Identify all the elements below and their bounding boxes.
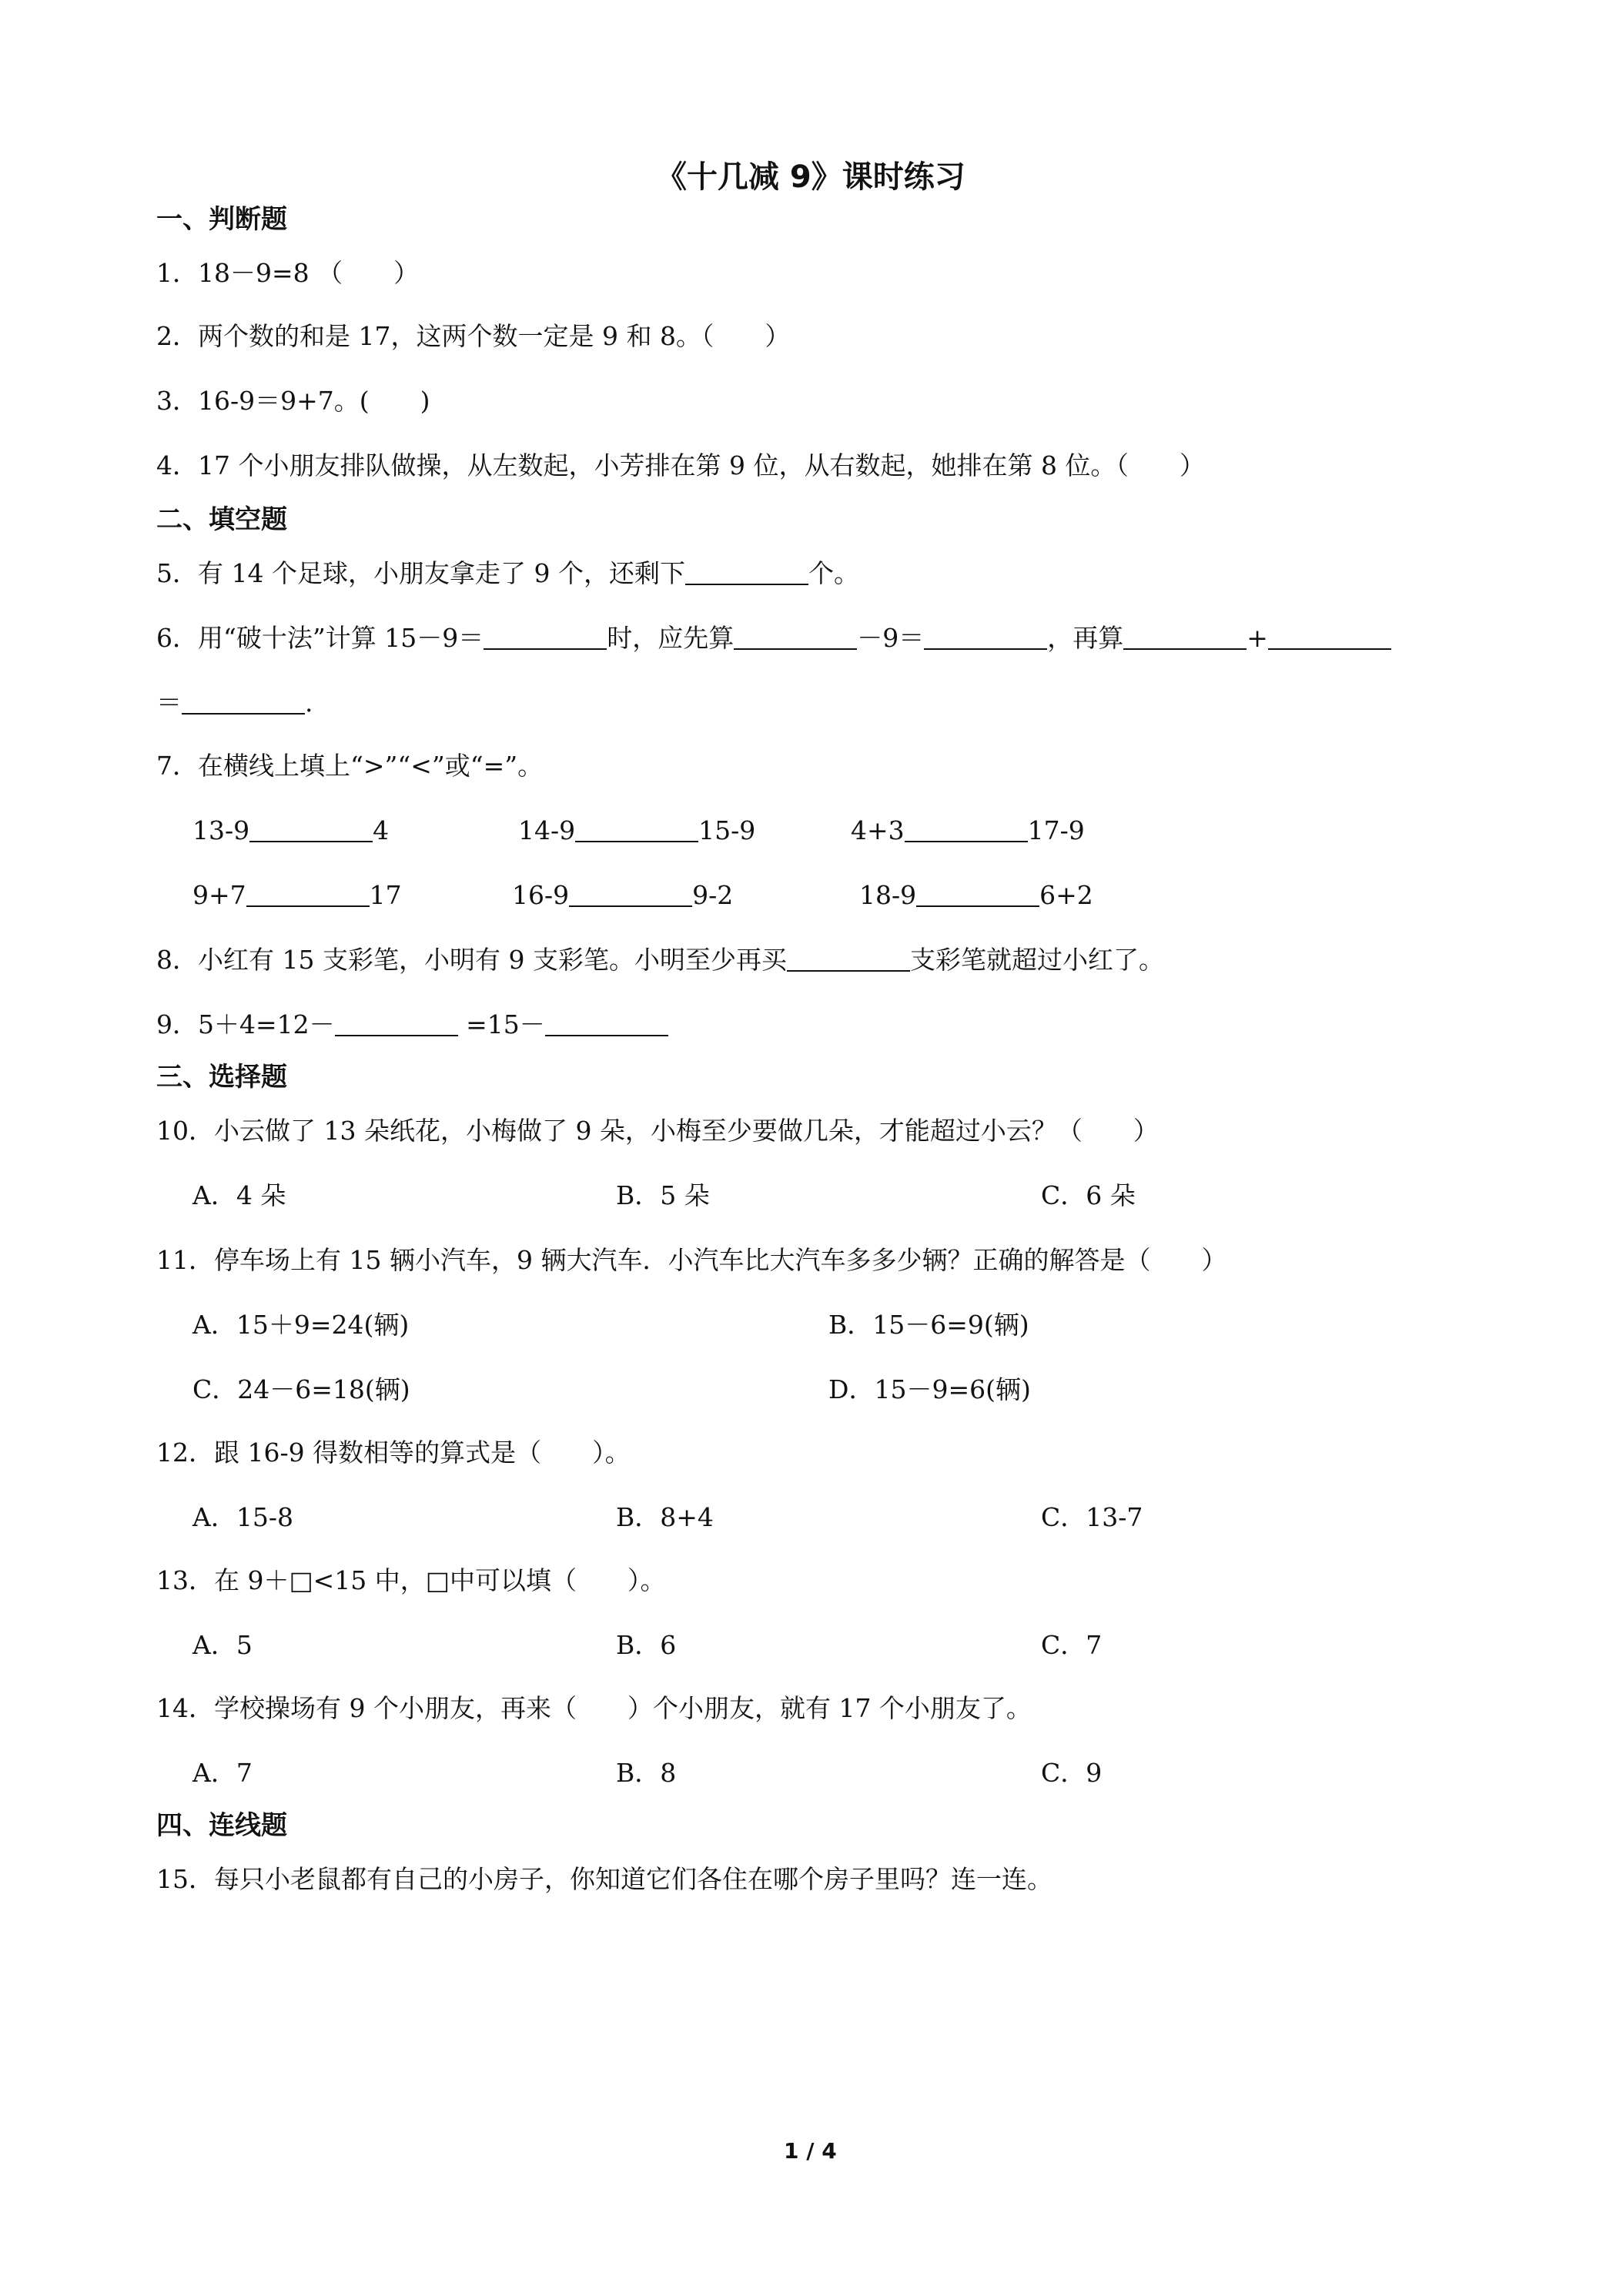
answer-blank[interactable] [734, 625, 857, 650]
question-6-line-2 [156, 688, 313, 718]
compare-item [192, 882, 402, 908]
answer-blank[interactable] [685, 561, 808, 585]
answer-blank[interactable] [182, 690, 305, 715]
compare-right: 4 [373, 815, 390, 845]
compare-right: 9-2 [692, 880, 734, 910]
compare-item [859, 882, 1093, 908]
answer-blank[interactable] [916, 882, 1039, 907]
compare-item [192, 815, 390, 845]
question-13: 13．在 9＋□<15 中，□中可以填（ ）。 [156, 1565, 666, 1595]
compare-item [851, 815, 1085, 845]
option-a[interactable]: A．15-8 [192, 1502, 293, 1532]
question-2: 2．两个数的和是 17，这两个数一定是 9 和 8。（ ） [156, 321, 791, 351]
question-8 [156, 945, 1164, 975]
option-b[interactable]: B．8+4 [616, 1502, 714, 1532]
option-c[interactable]: C．13-7 [1041, 1502, 1143, 1532]
compare-item [512, 882, 733, 908]
question-4: 4．17 个小朋友排队做操，从左数起，小芳排在第 9 位，从右数起，她排在第 8 位。（ ） [156, 450, 1205, 480]
question-9-text-a: 9．5＋4=12－ [156, 1009, 335, 1039]
option-b[interactable]: B．5 朵 [616, 1180, 710, 1210]
answer-blank[interactable] [575, 818, 698, 842]
question-5-text-b: 个。 [808, 558, 859, 588]
answer-blank[interactable] [787, 947, 910, 972]
question-15: 15．每只小老鼠都有自己的小房子，你知道它们各住在哪个房子里吗？连一连。 [156, 1864, 1052, 1894]
answer-blank[interactable] [249, 818, 373, 842]
option-a[interactable]: A．5 [192, 1630, 253, 1660]
answer-blank[interactable] [545, 1012, 668, 1036]
page-title: 《十几减 9》课时练习 [656, 159, 965, 195]
question-12: 12．跟 16-9 得数相等的算式是（ ）。 [156, 1438, 631, 1468]
question-6-text-c: －9＝ [857, 623, 925, 653]
question-8-text-b: 支彩笔就超过小红了。 [909, 945, 1164, 975]
answer-blank[interactable] [1123, 625, 1247, 650]
compare-left: 14-9 [518, 815, 576, 845]
answer-blank[interactable] [246, 882, 370, 907]
question-6-text-e: + [1247, 623, 1268, 653]
question-10: 10．小云做了 13 朵纸花，小梅做了 9 朵，小梅至少要做几朵，才能超过小云？（ ） [156, 1116, 1159, 1146]
option-b[interactable]: B．8 [616, 1758, 677, 1788]
compare-right: 17 [369, 880, 402, 910]
question-6-text-b: 时，应先算 [607, 623, 735, 653]
question-6 [156, 625, 1391, 651]
page-number: 1 / 4 [784, 2138, 837, 2164]
question-1: 1．18－9=8 （ ） [156, 258, 420, 288]
answer-blank[interactable] [569, 882, 692, 907]
compare-left: 9+7 [192, 880, 246, 910]
option-b[interactable]: B．6 [616, 1630, 677, 1660]
question-8-text-a: 8．小红有 15 支彩笔，小明有 9 支彩笔。小明至少再买 [156, 945, 787, 975]
compare-right: 6+2 [1039, 880, 1093, 910]
answer-blank[interactable] [905, 818, 1028, 842]
compare-item [518, 815, 756, 845]
compare-left: 16-9 [512, 880, 570, 910]
option-c[interactable]: C．9 [1041, 1758, 1103, 1788]
answer-blank[interactable] [335, 1012, 458, 1036]
question-5 [156, 558, 859, 588]
question-11: 11．停车场上有 15 辆小汽车，9 辆大汽车．小汽车比大汽车多多少辆？正确的解答是（ ） [156, 1245, 1227, 1275]
option-c[interactable]: C．7 [1041, 1630, 1103, 1660]
section-heading-matching: 四、连线题 [156, 1810, 287, 1841]
option-d[interactable]: D．15－9=6(辆) [828, 1374, 1031, 1404]
question-3: 3．16-9＝9+7。( ) [156, 386, 430, 416]
option-c[interactable]: C．6 朵 [1041, 1180, 1136, 1210]
option-a[interactable]: A．15＋9=24(辆) [192, 1310, 410, 1340]
question-5-text-a: 5．有 14 个足球，小朋友拿走了 9 个，还剩下 [156, 558, 685, 588]
question-9 [156, 1009, 668, 1039]
section-heading-choice: 三、选择题 [156, 1062, 287, 1093]
option-a[interactable]: A．7 [192, 1758, 253, 1788]
option-c[interactable]: C．24－6=18(辆) [192, 1374, 410, 1404]
option-a[interactable]: A．4 朵 [192, 1180, 286, 1210]
question-7: 7．在横线上填上“>”“<”或“=”。 [156, 751, 544, 781]
section-heading-fill: 二、填空题 [156, 504, 287, 535]
answer-blank[interactable] [484, 625, 607, 650]
question-6-text-a: 6．用“破十法”计算 15－9＝ [156, 623, 484, 653]
compare-left: 18-9 [859, 880, 917, 910]
compare-right: 15-9 [698, 815, 756, 845]
compare-left: 4+3 [851, 815, 905, 845]
question-6-text-g: . [305, 688, 313, 718]
compare-right: 17-9 [1027, 815, 1085, 845]
answer-blank[interactable] [1268, 625, 1391, 650]
question-9-text-b: =15－ [466, 1009, 545, 1039]
section-heading-judge: 一、判断题 [156, 204, 287, 235]
question-6-text-f: ＝ [156, 688, 182, 718]
question-14: 14．学校操场有 9 个小朋友，再来（ ）个小朋友，就有 17 个小朋友了。 [156, 1693, 1032, 1723]
answer-blank[interactable] [924, 625, 1047, 650]
question-6-text-d: ，再算 [1047, 623, 1124, 653]
option-b[interactable]: B．15－6=9(辆) [828, 1310, 1029, 1340]
compare-left: 13-9 [192, 815, 250, 845]
